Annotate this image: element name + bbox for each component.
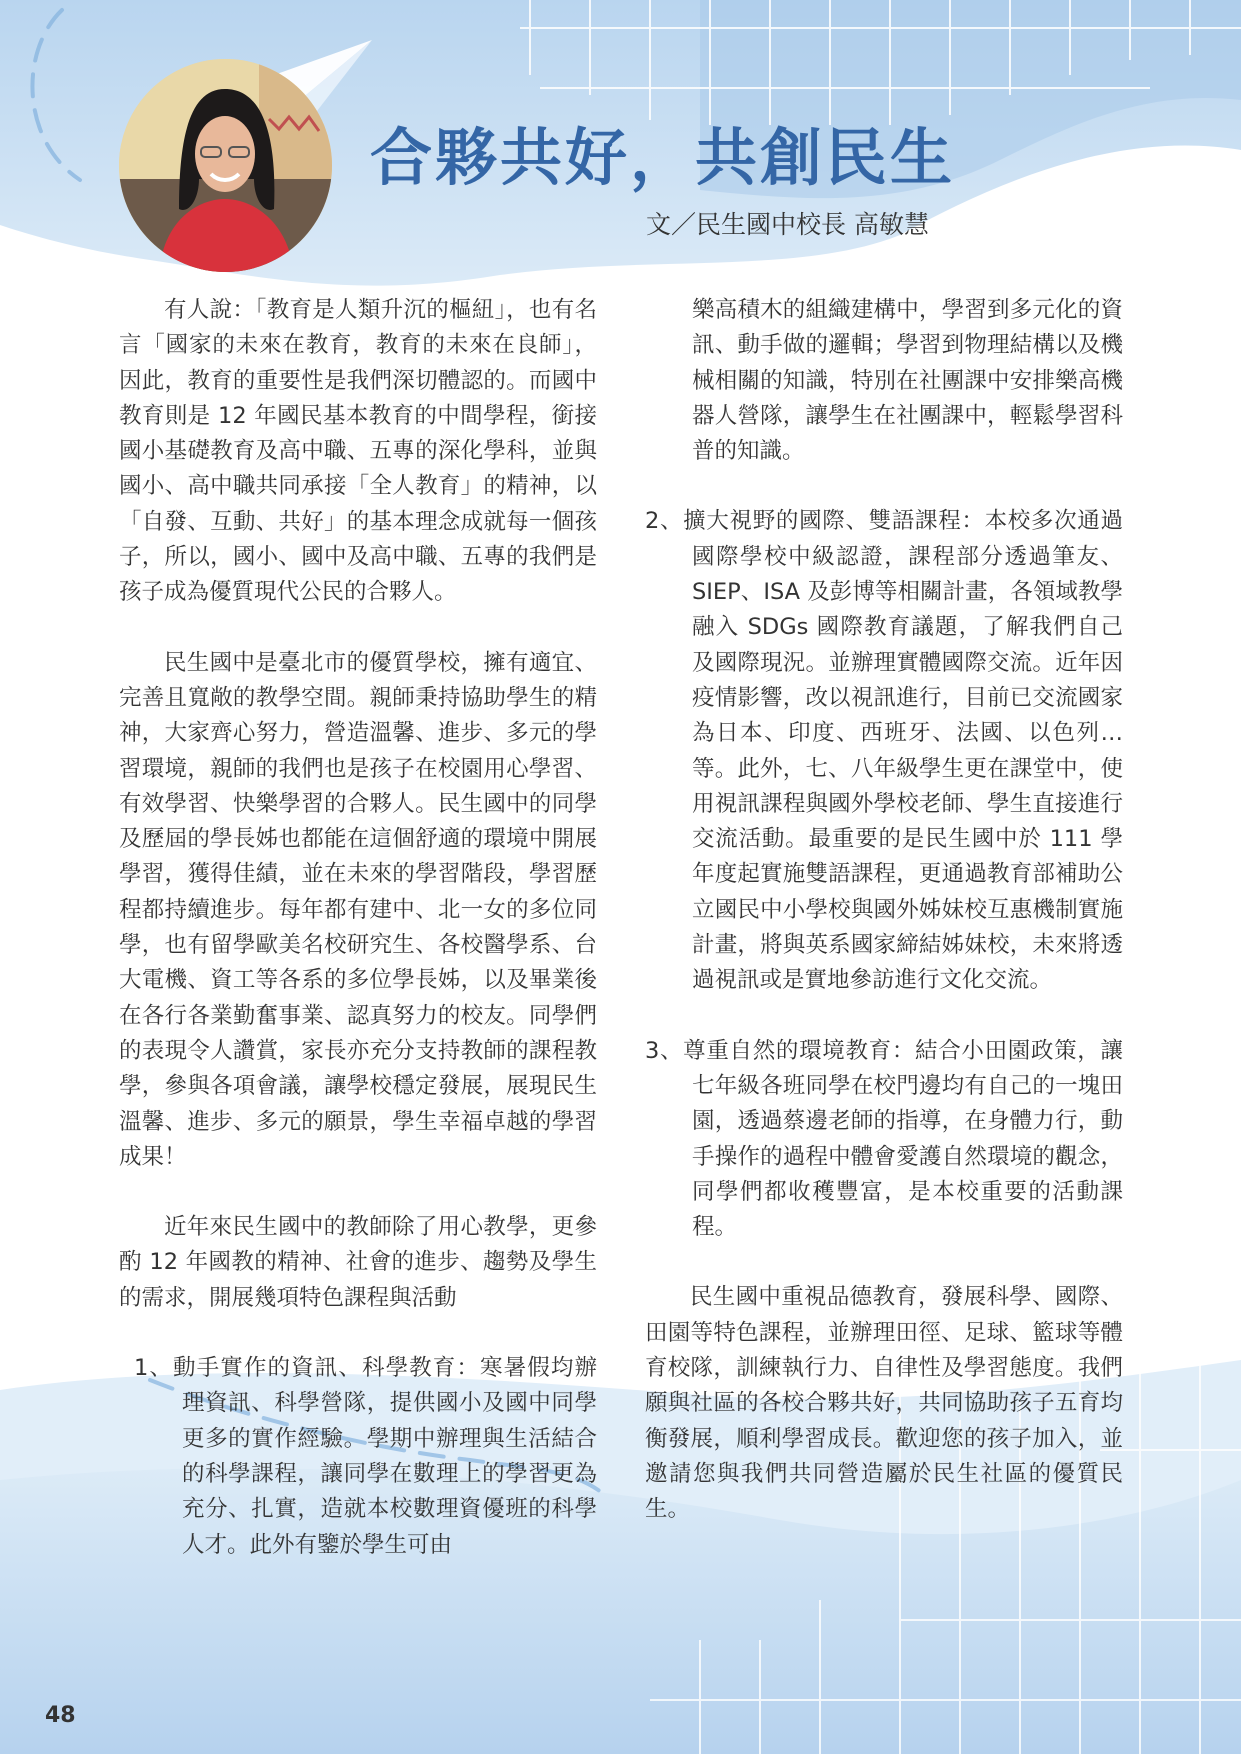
list-item-science: 1、動手實作的資訊、科學教育：寒暑假均辦理資訊、科學營隊，提供國小及國中同學更多的實作經驗。學期中辦理與生活結合的科學課程，讓同學在數理上的學習更為充分、扎實，造就本校數理資優班的科學人才。此外有鑒於學生可由 [134, 1355, 597, 1558]
page-number: 48 [45, 1703, 76, 1728]
article-byline: 文／民生國中校長 高敏慧 [646, 210, 929, 239]
right-column [645, 293, 1123, 1528]
paragraph-curriculum: 近年來民生國中的教師除了用心教學，更參酌 12 年國教的精神、社會的進步、趨勢及學生的需求，開展幾項特色課程與活動 [119, 1214, 597, 1311]
article-title: 合夥共好，共創民生 [370, 121, 956, 194]
author-photo [119, 59, 332, 272]
list-item-international: 2、擴大視野的國際、雙語課程：本校多次通過國際學校中級認證，課程部分透過筆友、SIEP、ISA 及彭博等相關計畫，各領域教學融入 SDGs 國際教育議題，了解我們自己及國際現況。並辦理實體國際交流。近年因疫情影響，改以視訊進行，目前已交流國家為日本、印度、西班牙、法國、以色列…等。此外，七、八年級學生更在課堂中，使用視訊課程與國外學校老師、學生直接進行交流活動。最重要的是民生國中於 111 學年度起實施雙語課程，更通過教育部補助公立國民中小學校與國外姊妹校互惠機制實施計畫，將與英系國家締結姊妹校，未來將透過視訊或是實地參訪進行文化交流。 [645, 508, 1123, 994]
list-item-environment: 3、尊重自然的環境教育：結合小田園政策，讓七年級各班同學在校門邊均有自己的一塊田園，透過蔡邊老師的指導，在身體力行，動手操作的過程中體會愛護自然環境的觀念，同學們都收穫豐富，是本校重要的活動課程。 [645, 1037, 1123, 1241]
paragraph-closing: 民生國中重視品德教育，發展科學、國際、田園等特色課程，並辦理田徑、足球、籃球等體育校隊，訓練執行力、自律性及學習態度。我們願與社區的各校合夥共好，共同協助孩子五育均衡發展，順利學習成長。歡迎您的孩子加入，並邀請您與我們共同營造屬於民生社區的優質民生。 [645, 1284, 1123, 1523]
paragraph-intro: 有人說：「教育是人類升沉的樞紐」，也有名言「國家的未來在教育，教育的未來在良師」，因此，教育的重要性是我們深切體認的。而國中教育則是 12 年國民基本教育的中間學程，銜接國小基礎教育及高中職、五專的深化學科，並與國小、高中職共同承接「全人教育」的精神，以「自發、互動、共好」的基本理念成就每一個孩子，所以，國小、國中及高中職、五專的我們是孩子成為優質現代公民的合夥人。 [119, 297, 597, 606]
list-item-science-continued: 樂高積木的組織建構中，學習到多元化的資訊、動手做的邏輯；學習到物理結構以及機械相關的知識，特別在社團課中安排樂高機器人營隊，讓學生在社團課中，輕鬆學習科普的知識。 [692, 297, 1123, 465]
left-column [119, 293, 597, 1563]
paragraph-school: 民生國中是臺北市的優質學校，擁有適宜、完善且寬敞的教學空間。親師秉持協助學生的精神，大家齊心努力，營造溫馨、進步、多元的學習環境，親師的我們也是孩子在校園用心學習、有效學習、快樂學習的合夥人。民生國中的同學及歷屆的學長姊也都能在這個舒適的環境中開展學習，獲得佳績，並在未來的學習階段，學習歷程都持續進步。每年都有建中、北一女的多位同學，也有留學歐美名校研究生、各校醫學系、台大電機、資工等各系的多位學長姊，以及畢業後在各行各業勤奮事業、認真努力的校友。同學們的表現令人讚賞，家長亦充分支持教師的課程教學，參與各項會議，讓學校穩定發展，展現民生溫馨、進步、多元的願景，學生幸福卓越的學習成果！ [119, 649, 597, 1170]
